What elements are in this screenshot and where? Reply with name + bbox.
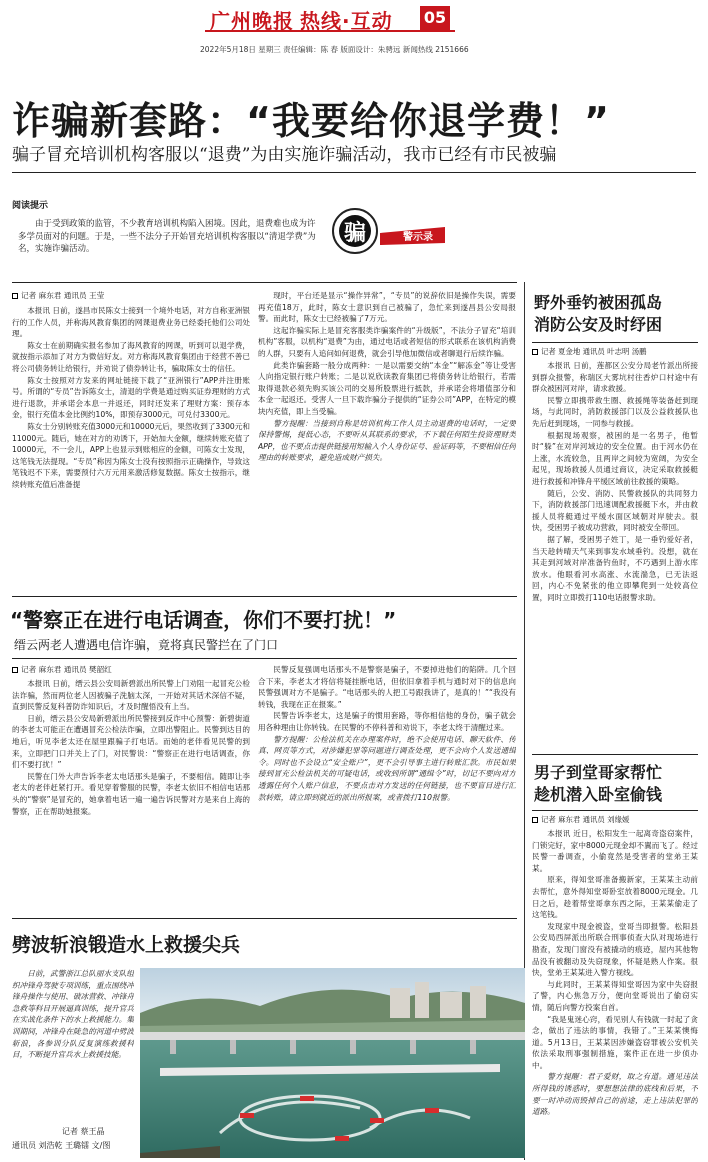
right-story1-headline-1: 野外垂钓被困孤岛	[534, 293, 663, 312]
paragraph: 这起诈骗实际上是冒充客服类诈骗案件的“升级版”，不法分子冒充“培训机构”客服，以机构“退费”为由，通过电话或者短信的形式联系在该机构消费的人群，只要有人追问如何退费，就会引导他加微信或者聊退行后续诈骗。	[258, 325, 516, 358]
paragraph: 根据现场观察，被困的是一名男子，他暂时“躲”在对岸河域边的安全位置。由于河水仍在上涨，水流较急，且两岸之间较为宽阔，为安全起见，现场救援人员通过商议，决定采取救援艇进行救援和冲锋舟平缓区域前往救援的策略。	[532, 430, 698, 486]
paragraph: 本报讯 近日，松阳发生一起离奇盗窃案件，门锁完好，家中8000元现金却不翼而飞了。经过民警一番调查，小偷竟然是受害者的堂弟王某某。	[532, 829, 698, 873]
paragraph: 现时，平台还是显示“操作异常”，“专员”的说辞依旧是操作失误，需要再充值18万，此时，陈女士意识到自己被骗了，急忙来到遂昌县公安局报警。而此时，陈女士已经被骗了7万元。	[258, 291, 516, 324]
paragraph: 民警立即携带救生圈、救援绳等装备赶到现场，与此同时，消防救援部门以及公益救援队也先后赶到现场，一同参与救援。	[532, 395, 698, 428]
divider	[12, 596, 517, 597]
rescue-boat-photo	[140, 968, 525, 1158]
page-number: 05	[420, 6, 450, 30]
right-story2-headline-1: 男子到堂哥家帮忙	[534, 763, 663, 782]
divider	[532, 754, 698, 755]
main-headline: 诈骗新套路：“我要给你退学费！”	[12, 99, 610, 143]
photo-illustration	[140, 968, 525, 1158]
paragraph: 与此同时，王某某得知堂哥因为家中失窃报了警，内心焦急万分，便向堂哥说出了偷窃实情，随后向警方投案自首。	[532, 979, 698, 1012]
story2-body-col1	[12, 678, 250, 908]
right-story1-headline-2: 消防公安及时纾困	[534, 315, 663, 334]
right-story1-body	[532, 360, 698, 750]
police-warning: 警方提醒：君子爱财，取之有道。遇见违法所得钱的诱惑时，要想想法律的底线和后果，不要一时冲动而毁掉自己的前途，走上违法犯罪的道路。	[532, 1072, 698, 1117]
divider	[12, 282, 517, 283]
paragraph: 原来，得知堂哥准备搬新家，王某某主动前去帮忙，意外得知堂哥卧室放着8000元现金。几日之后，趁着帮堂哥拿东西之际，王某某偷走了这笔钱。	[532, 875, 698, 920]
badge-label: 警示录	[403, 232, 433, 243]
paragraph: 随后，公安、消防、民警救援队的共同努力下，消防救援部门迅速调配救援艇下水，并由救援人员将艇通过平缓水面区域朝对岸驶去。很快，受困男子被成功营救，同时被安全带回。	[532, 488, 698, 533]
divider	[12, 918, 517, 919]
main-deck: 骗子冒充培训机构客服以“退费”为由实施诈骗活动，我市已经有市民被骗	[12, 145, 557, 165]
divider	[12, 658, 517, 659]
badge-glyph: 骗	[344, 221, 367, 246]
main-body-col2	[258, 290, 516, 575]
paragraph: 民警在门外大声告诉李老太电话那头是骗子，不要相信。随即让李老太的老伴赶紧打开。看见穿着警服的民警，李老太依旧不相信电话那头的“警察”是冒充的，她拿着电话一遍一遍告诉民警对方是来自上海的警察，正在帮助她报案。	[12, 771, 250, 816]
right-story2-body	[532, 828, 698, 1158]
paragraph: 据了解，受困男子姓丁，是一垂钓爱好者，当天趁转晴天气来到事发水域垂钓。没想，就在其走到河域对岸准备钓鱼时，不巧遇到上游水库放水。他眼看河水高涨、水流湍急，已无法返回，内心不免紧张的他立即攀爬到一处较高位置，同时立即拨打110电话报警求助。	[532, 534, 698, 602]
right-story1-byline: 记者 夏金地 通讯员 叶志明 汤鹏	[532, 346, 646, 357]
police-warning: 警方提醒：当接到自称是培训机构工作人员主动退费的电话时，一定要保持警惕，提低心态，不要听从其联系的要求，不下载任何陌生投资理财类APP，也不要点击提供链接用短输入个人身份证号、验证码等，不要相信任何理由的转账要求，避免造成财产损失。	[258, 418, 516, 463]
paragraph: 本报讯 日前，莲都区公安分局老竹派出所接到群众报警，称瑞区大雾坑村往香炉口村途中有群众被困河对岸，请求救援。	[532, 361, 698, 394]
warning-badge	[325, 205, 455, 257]
paragraph: 陈女士分别转账充值3000元和10000元后，果然收到了3300元和11000元。随后，她在对方的劝诱下，开始加大金额，继续转账充值了10000元，不一会儿，APP上也显示到账相应的金额，可陈女士发现，这笔钱无法提现。“专员”称因为陈女士没有按照指示正确操作，导致这笔钱迟不下来，需要预付六万元用来激活修复数据。陈女士按指示，继续转账充值后准备提	[12, 421, 250, 489]
story3-text: 日前，武警浙江总队丽水支队组织冲锋舟驾驶专项训练，重点围绕冲锋舟操作与使用、破冰营救、冲锋舟急救等科目开展逼真训练，提升官兵在实战化条件下的水上救援能力。集训期间，冲锋舟在陡急的河道中劈波斩浪，各参训分队反复演练救援科目，不断提升官兵水上救援技能。	[12, 969, 134, 1060]
right-story2-byline: 记者 麻东君 通讯员 刘缘媛	[532, 814, 629, 825]
paragraph: 陈女士在前期确实报名参加了海风教育的网课，听到可以退学费，就按指示添加了对方为微信好友。对方称海风教育集团由于经营不善已将公司债务转让给银行，并劝说了债券转让书，骗取陈女士的信任。	[12, 340, 250, 373]
paragraph: 发现家中现金被盗，堂哥当即报警。松阳县公安局西屏派出所联合刑事侦查大队对现场进行勘查，发现门窗没有被撬动的痕迹，屋内其他物品没有被翻动及失窃现象，怀疑是熟人作案。很快，堂弟王某某进入警方视线。	[532, 921, 698, 978]
paragraph: 本报讯 日前，遂昌市民陈女士接到一个境外电话，对方自称亚洲银行的工作人员，并称海风教育集团的网课退费业务已经委托他们公司处理。	[12, 306, 250, 339]
lead-text: 由于受到政策的监管，不少教育培训机构陷入困境。因此，退费难也成为许多学员面对的问题。于是，一些不法分子开始冒充培训机构客服以“清退学费”为名，实施诈骗活动。	[18, 219, 316, 254]
page-header	[0, 0, 708, 60]
section-title: 热线·互动	[300, 9, 393, 33]
main-byline: 记者 麻东君 通讯员 王莹	[12, 290, 104, 301]
masthead: 广州晚报	[210, 9, 294, 33]
divider	[532, 810, 698, 811]
police-warning: 警方提醒：公检法机关在办理案件时，绝不会使用电话、聊天软件、传真、网页等方式，对涉嫌犯罪等问题进行调查处理，更不会向个人发送通缉令。同时也不会设立“安全账户”，更不会引导事主进行转账汇款。市民如果接到冒充公检法机关的可疑电话，或收到所谓“通缉令”时，切记不要向对方透露任何个人账户信息，不要点击对方发送的任何链接，也不要盲目进行汇款转账，请立即到就近的派出所报案，或者拨打110报警。	[258, 734, 516, 802]
paragraph: “我是鬼迷心窍，看见别人有钱就一时起了贪念，做出了违法的事情，我错了。”王某某懊悔道。5月13日，王某某因涉嫌盗窃罪被公安机关依法采取刑事强制措施，案件正在进一步侦办中。	[532, 1014, 698, 1070]
story2-deck: 缙云两老人遭遇电信诈骗，竟将真民警拦在了门口	[14, 638, 279, 652]
right-story2-headline-2: 趁机潜入卧室偷钱	[534, 785, 663, 804]
divider	[532, 342, 698, 343]
story3-headline: 劈波斩浪锻造水上救援尖兵	[12, 934, 241, 956]
paragraph: 陈女士按照对方发来的网址链接下载了“亚洲银行”APP并注册账号。所谓的“专员”告诉陈女士，清退的学费是通过购买证券理财的方式进行退款，并承诺会本息一并返还，同时还发来了理财方案：预存本金，银行充值本金比例约10%，即预存3000元，可兑付3300元。	[12, 375, 250, 420]
lead-label: 阅读提示	[12, 201, 49, 211]
main-body-col1	[12, 305, 250, 573]
paragraph: 此类诈骗套路一般分成两种：一是以需要交纳“本金”“解冻金”等让受害人向指定银行账户转账；二是以说欣读教育集团已将债务转让给银行，若需取得退款必须先购买该公司的交易所股票进行抵款，并承诺会将增值部分和本金一起返还。受害人一旦下载诈骗分子提供的“证券公司”APP，在特定的模块内充值，即上当受骗。	[258, 360, 516, 416]
story3-credit: 通讯员 刘浩乾 王璐镭 文/图	[12, 1141, 111, 1150]
dateline: 2022年5月18日 星期三 责任编辑：陈 春 版面设计：朱骋远 新闻热线 2151666	[200, 45, 469, 54]
story3-credit: 记者 蔡王晶	[62, 1127, 105, 1136]
paragraph: 民警告诉李老太，这是骗子的惯用套路，等你相信他的身份，骗子就会用各种理由让你转钱。在民警的不停科普和劝说下，李老太终于清醒过来。	[258, 711, 516, 732]
paragraph: 民警反复强调电话那头不是警察是骗子，不要掉进他们的陷阱。几个回合下来，李老太才将信将疑挂断电话，但依旧拿着手机与通时对下的信息向民警强调对方不是骗子。“电话那头的人把工号跟我讲了，是真的！”“我没有转钱，我现在正在报案。”	[258, 665, 516, 709]
paragraph: 日前，缙云县公安局新碧派出所民警接到反诈中心预警：新碧街道的李老太可能正在遭遇冒充公检法诈骗，立即出警阻止。民警到达目的地后，听见李老太还在屋里跟骗子打电话。而她的老伴看见民警的到来，立即把门口并关上了门，对民警说：“警察正在进行电话调查，你们不要打扰！”	[12, 713, 250, 770]
paragraph: 本报讯 日前，缙云县公安局新碧派出所民警上门劝阻一起冒充公检法诈骗，然而两位老人因被骗子洗脑太深，一开始对其话术深信不疑，直到民警反复科普防诈知识后，才及时醒悟没有上当。	[12, 679, 250, 712]
story2-body-col2	[258, 664, 516, 909]
divider	[12, 172, 696, 173]
story2-headline: “警察正在进行电话调查，你们不要打扰！”	[10, 608, 397, 632]
story2-byline: 记者 麻东君 通讯员 樊韶红	[12, 664, 112, 675]
